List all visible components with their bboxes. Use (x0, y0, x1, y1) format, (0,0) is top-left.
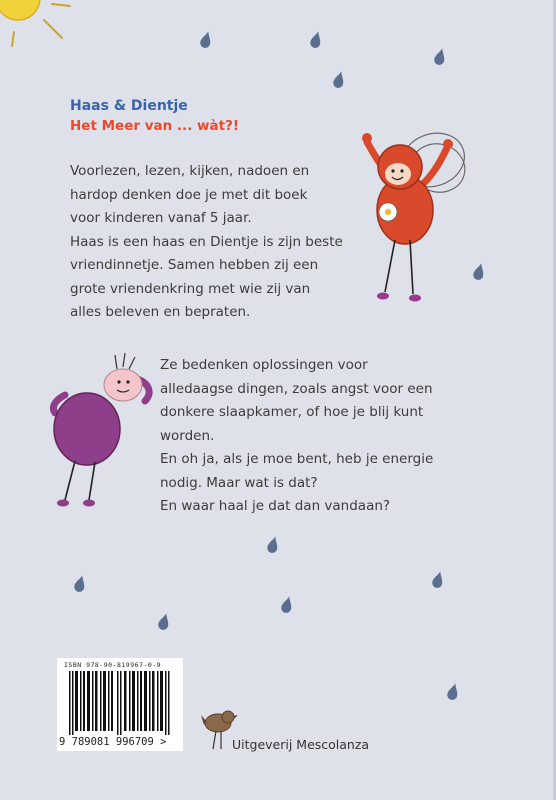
blurb-line: worden. (160, 427, 215, 444)
blurb-paragraph-2 (160, 354, 460, 519)
raindrop-icon (199, 30, 213, 49)
ladybug-character-icon (355, 122, 470, 307)
raindrop-icon (157, 612, 171, 631)
raindrop-icon (472, 262, 486, 281)
barcode-icon (69, 671, 175, 735)
blurb-line: grote vriendenkring met wie zij van (70, 280, 311, 297)
raindrop-icon (332, 70, 346, 89)
blurb-line: Haas is een haas en Dientje is zijn beste (70, 233, 343, 250)
blurb-line: alledaagse dingen, zoals angst voor een (160, 380, 433, 397)
blurb-line: voor kinderen vanaf 5 jaar. (70, 210, 252, 226)
raindrop-icon (266, 535, 280, 554)
blurb-line: Ze bedenken oplossingen voor (160, 357, 368, 373)
blurb-line: hardop denken doe je met dit boek (70, 186, 308, 203)
raindrop-icon (446, 682, 460, 701)
raindrop-icon (73, 574, 87, 593)
publisher-name: Uitgeverij Mescolanza (232, 737, 370, 752)
raindrop-icon (431, 570, 445, 589)
book-title: Haas & Dientje (70, 98, 188, 114)
blurb-paragraph-1 (70, 160, 370, 325)
blurb-line: Voorlezen, lezen, kijken, nadoen en (70, 163, 310, 179)
barcode (57, 658, 183, 751)
isbn-text: ISBN 978-90-819967-0-9 (64, 661, 162, 669)
blurb-line: alles beleven en bepraten. (70, 304, 251, 320)
barcode-digits: 9 789081 996709 > (59, 736, 167, 748)
raindrop-icon (309, 30, 323, 49)
blurb-line: nodig. Maar wat is dat? (160, 474, 318, 491)
purple-character-icon (45, 345, 160, 510)
book-subtitle: Het Meer van ... wàt?! (70, 118, 240, 134)
blurb-line: vriendinnetje. Samen hebben zij een (70, 257, 319, 273)
blurb-line: donkere slaapkamer, of hoe je blij kunt (160, 404, 424, 420)
blurb-line: En oh ja, als je moe bent, heb je energie (160, 451, 434, 467)
raindrop-icon (433, 47, 447, 66)
raindrop-icon (280, 595, 294, 614)
blurb-line: En waar haal je dat dan vandaan? (160, 498, 391, 514)
